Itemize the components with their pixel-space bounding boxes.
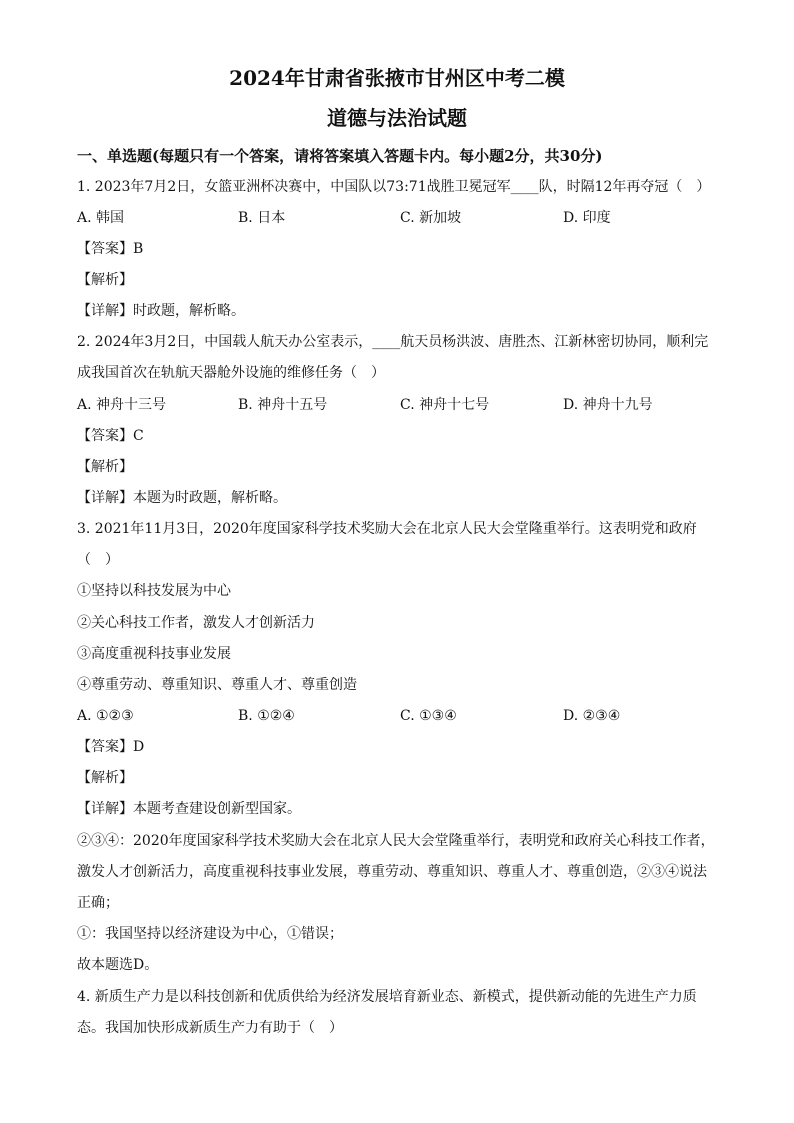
q1-detail: 【详解】时政题，解析略。 — [77, 303, 245, 319]
q3-analysis: 【解析】 — [77, 770, 133, 786]
q2-option-b: B. 神舟十五号 — [238, 397, 328, 413]
q4-stem-line1: 4. 新质生产力是以科技创新和优质供给为经济发展培育新业态、新模式，提供新动能的先进生产力质 — [77, 989, 697, 1005]
q3-item-1: ①坚持以科技发展为中心 — [77, 583, 231, 599]
q1-option-c: C. 新加坡 — [400, 210, 462, 226]
q1-option-b: B. 日本 — [238, 210, 286, 226]
q3-stem-line1: 3. 2021年11月3日，2020年度国家科学技术奖励大会在北京人民大会堂隆重举行。这表明党和政府 — [77, 521, 697, 537]
q3-answer: 【答案】D — [77, 739, 145, 755]
q3-conclusion: 故本题选D。 — [77, 957, 159, 973]
q3-item-3: ③高度重视科技事业发展 — [77, 646, 231, 662]
q3-explain-line1: ②③④：2020年度国家科学技术奖励大会在北京人民大会堂隆重举行，表明党和政府关心科技工作者， — [77, 833, 715, 849]
q4-stem-line2: 态。我国加快形成新质生产力有助于（ ） — [77, 1020, 343, 1036]
q2-option-c: C. 神舟十七号 — [400, 397, 490, 413]
q2-detail: 【详解】本题为时政题，解析略。 — [77, 490, 287, 506]
q2-stem-line2: 成我国首次在轨航天器舱外设施的维修任务（ ） — [77, 365, 385, 381]
q3-option-d: D. ②③④ — [563, 708, 621, 724]
q1-answer: 【答案】B — [77, 241, 144, 257]
q2-analysis: 【解析】 — [77, 459, 133, 475]
q1-option-d: D. 印度 — [563, 210, 611, 226]
q3-item-4: ④尊重劳动、尊重知识、尊重人才、尊重创造 — [77, 677, 357, 693]
q3-explain-line4: ①：我国坚持以经济建设为中心，①错误； — [77, 926, 343, 942]
q3-explain-line2: 激发人才创新活力，高度重视科技事业发展，尊重劳动、尊重知识、尊重人才、尊重创造，②③④说法 — [77, 864, 707, 880]
q3-explain-line3: 正确； — [77, 895, 119, 911]
section-heading: 一、单选题(每题只有一个答案，请将答案填入答题卡内。每小题2分，共30分) — [77, 147, 603, 165]
q3-option-c: C. ①③④ — [400, 708, 457, 724]
q1-analysis: 【解析】 — [77, 272, 133, 288]
q2-option-a: A. 神舟十三号 — [77, 397, 167, 413]
q1-option-a: A. 韩国 — [77, 210, 125, 226]
q3-option-a: A. ①②③ — [77, 708, 134, 724]
q3-option-b: B. ①②④ — [238, 708, 295, 724]
q2-stem-line1: 2. 2024年3月2日，中国载人航天办公室表示，____航天员杨洪波、唐胜杰、江新林密切协同，顺利完 — [77, 334, 709, 350]
q1-stem: 1. 2023年7月2日，女篮亚洲杯决赛中，中国队以73:71战胜卫冕冠军____队，时隔12年再夺冠（ ） — [77, 179, 711, 195]
q2-option-d: D. 神舟十九号 — [563, 397, 653, 413]
q3-stem-line2: （ ） — [77, 552, 119, 568]
exam-title: 2024年甘肃省张掖市甘州区中考二模 — [229, 66, 565, 90]
exam-subtitle: 道德与法治试题 — [327, 106, 467, 130]
q3-detail: 【详解】本题考查建设创新型国家。 — [77, 801, 301, 817]
q2-answer: 【答案】C — [77, 428, 144, 444]
q3-item-2: ②关心科技工作者，激发人才创新活力 — [77, 615, 315, 631]
